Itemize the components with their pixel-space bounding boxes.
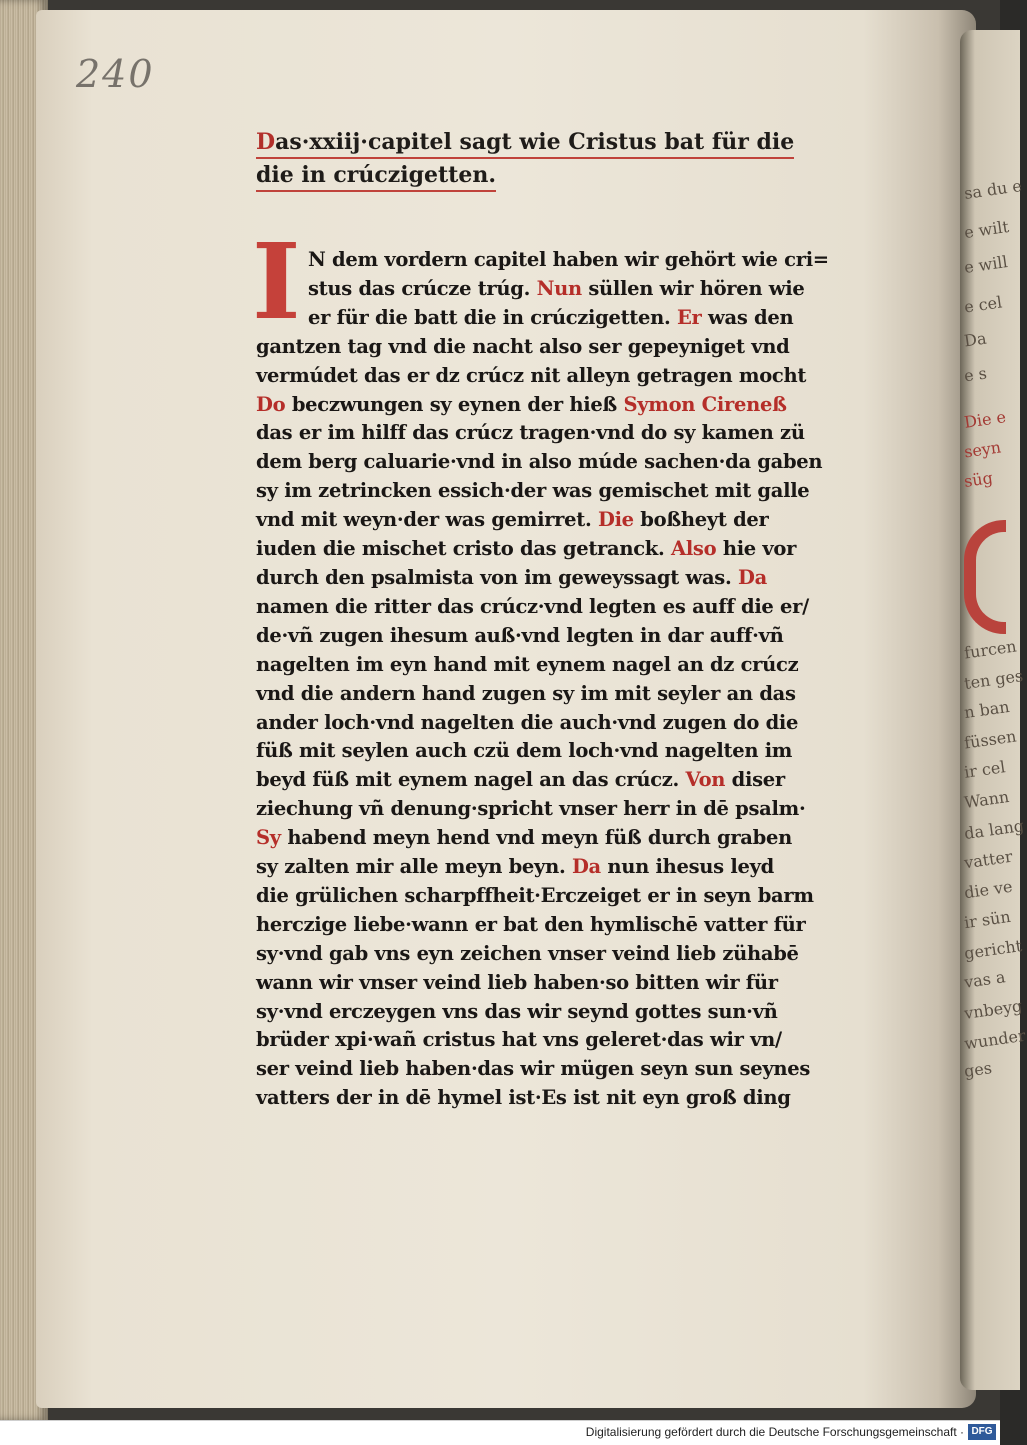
body-line: namen die ritter das crúcz·vnd legten es auff die er/ — [256, 594, 809, 618]
body-line: gantzen tag vnd die nacht also ser gepeyniget vnd — [256, 334, 790, 358]
rubricated-word: Sy — [256, 826, 281, 850]
body-line: füß mit seylen auch czü dem loch·vnd nagelten im — [256, 739, 793, 763]
facing-page-fragment: sa du e — [962, 176, 1023, 203]
body-line: durch den psalmista von im geweyssagt was. Da — [256, 565, 767, 589]
facing-page-fragment: Die e — [962, 407, 1008, 432]
heading-line — [256, 161, 496, 192]
body-line: Sy habend meyn hend vnd meyn füß durch graben — [256, 826, 792, 850]
facing-page-fragment: e cel — [962, 292, 1004, 317]
body-line: wann wir vnser veind lieb haben·so bitten wir für — [256, 970, 778, 994]
facing-page-fragment: Da — [962, 328, 988, 351]
facing-page-red-initial — [964, 520, 1006, 634]
body-line: er für die batt die in crúczigetten. Er was den — [308, 305, 794, 329]
body-line: vnd die andern hand zugen sy im mit seyler an das — [256, 681, 796, 705]
rubricated-word: Da — [571, 855, 601, 879]
folio-number: 240 — [76, 52, 155, 96]
rubricated-word: Nun — [536, 276, 582, 300]
facing-page-fragment: seyn — [962, 437, 1003, 462]
rubricated-word: Cireneß — [701, 392, 787, 416]
facing-page-fragment: da lang — [962, 815, 1026, 844]
body-line: sy im zetrincken essich·der was gemischet mit galle — [256, 479, 810, 503]
body-line: beyd füß mit eynem nagel an das crúcz. Von diser — [256, 768, 785, 792]
body-line: stus das crúcze trúg. Nun süllen wir hören wie — [308, 276, 805, 300]
facing-page-fragment: furcen — [962, 636, 1018, 663]
rubricated-word: Er — [676, 305, 702, 329]
body-line: brüder xpi·wañ cristus hat vns geleret·das wir vn/ — [256, 1028, 782, 1052]
body-line: die grülichen scharpffheit·Erczeiget er in seyn barm — [256, 883, 814, 907]
footer-credit: Digitalisierung gefördert durch die Deutsche Forschungsgemeinschaft · — [585, 1425, 964, 1439]
facing-page-fragment: vatter — [962, 846, 1014, 873]
facing-page-fragment: Wann — [962, 786, 1011, 813]
body-line: herczige liebe·wann er bat den hymlischē vatter für — [256, 912, 806, 936]
facing-page-fragment: e s — [962, 363, 988, 386]
heading-line — [256, 128, 794, 159]
body-line: vermúdet das er dz crúcz nit alleyn getragen mocht — [256, 363, 807, 387]
body-line: vatters der in dē hymel ist·Es ist nit eyn groß ding — [256, 1086, 791, 1110]
rubricated-word: Da — [737, 565, 767, 589]
body-line: vnd mit weyn·der was gemirret. Die boßheyt der — [256, 508, 769, 532]
facing-page-fragment: füssen — [962, 726, 1018, 753]
rubricated-word: Die — [597, 508, 634, 532]
body-line: ander loch·vnd nagelten die auch·vnd zugen do die — [256, 710, 799, 734]
rubricated-word: Von — [685, 768, 726, 792]
facing-page-fragment: n ban — [962, 696, 1011, 723]
facing-page-fragment: ges — [962, 1058, 994, 1081]
body-line: de·vñ zugen ihesum auß·vnd legten in dar auff·vñ — [256, 623, 784, 647]
footer-bar — [0, 1420, 1000, 1445]
body-text — [256, 246, 856, 1113]
body-line: das er im hilff das crúcz tragen·vnd do sy kamen zü — [256, 421, 805, 445]
facing-page-fragment: gericht — [962, 936, 1024, 963]
facing-page-fragment: ir cel — [962, 757, 1007, 782]
body-line: sy zalten mir alle meyn beyn. Da nun ihesus leyd — [256, 855, 774, 879]
rubricated-word: Do — [256, 392, 286, 416]
facing-page-fragment: wunder — [962, 1025, 1027, 1054]
rubricated-word: Also — [670, 537, 717, 561]
body-line: ser veind lieb haben·das wir mügen seyn sun seynes — [256, 1057, 811, 1081]
body-line: N dem vordern capitel haben wir gehört wie cri= — [308, 248, 829, 271]
rubricated-word: Symon — [623, 392, 696, 416]
facing-page-edge — [960, 30, 1027, 1390]
heading-text: die in crúczigetten. — [256, 162, 496, 188]
facing-page-fragment: süg — [962, 468, 994, 491]
body-line: Do beczwungen sy eynen der hieß Symon Cireneß — [256, 392, 787, 416]
facing-page-fragment: die ve — [962, 876, 1014, 903]
facing-page-fragment: ten ges — [962, 665, 1025, 694]
chapter-heading — [256, 128, 856, 194]
facing-page-fragment: e wilt — [962, 216, 1011, 243]
drop-initial: I — [252, 220, 301, 343]
facing-page-fragment: ir sün — [962, 906, 1012, 933]
body-line: nagelten im eyn hand mit eynem nagel an dz crúcz — [256, 652, 799, 676]
facing-page-fragment: vnbeyg — [962, 996, 1024, 1023]
body-line: iuden die mischet cristo das getranck. Also hie vor — [256, 537, 797, 561]
heading-text: as·xxiij·capitel sagt wie Cristus bat für die — [275, 129, 795, 155]
body-line: ziechung vñ denung·spricht vnser herr in dē psalm· — [256, 797, 806, 821]
body-line: sy·vnd gab vns eyn zeichen vnser veind lieb zühabē — [256, 941, 799, 965]
body-line: dem berg caluarie·vnd in also múde sachen·da gaben — [256, 450, 823, 474]
heading-red-capital: D — [256, 129, 276, 155]
body-line: sy·vnd erczeygen vns das wir seynd gottes sun·vñ — [256, 999, 778, 1023]
facing-page-fragment: e will — [962, 252, 1009, 277]
dfg-logo: DFG — [968, 1424, 996, 1440]
facing-page-fragment: vas a — [962, 967, 1007, 992]
